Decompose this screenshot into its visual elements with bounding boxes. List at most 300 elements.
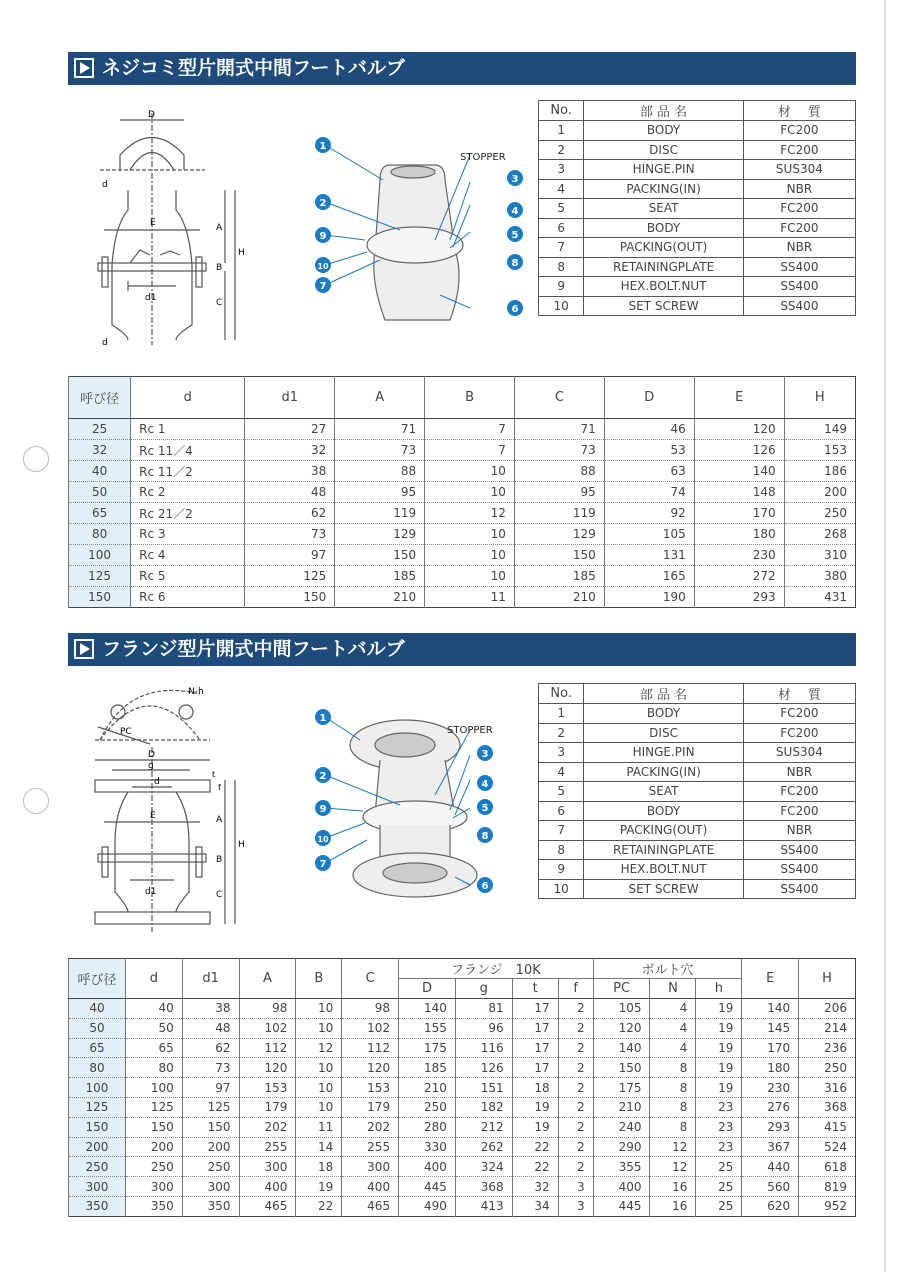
dimension-value: 48 [182, 1018, 239, 1038]
dimension-value: 170 [742, 1038, 799, 1058]
dimension-value: 185 [335, 566, 425, 587]
table-row [69, 1078, 856, 1098]
dimension-value: 186 [784, 461, 855, 482]
dimension-value: 465 [342, 1196, 399, 1216]
part-number: 6 [539, 801, 584, 821]
dimension-value: 230 [742, 1078, 799, 1098]
punch-hole [23, 446, 49, 472]
dimension-value: Rc 11／2 [131, 461, 245, 482]
table-row [69, 1157, 856, 1177]
dimension-value: 11 [425, 587, 515, 608]
table-row [69, 1117, 856, 1137]
dimension-value: 74 [604, 482, 694, 503]
table-row [539, 160, 856, 180]
callout-3: 3 [511, 174, 519, 185]
dimension-value: 293 [742, 1117, 799, 1137]
column-header: D [399, 979, 456, 999]
part-number: 4 [539, 179, 584, 199]
column-header: h [696, 979, 742, 999]
table-row [539, 879, 856, 899]
part-number: 3 [539, 160, 584, 180]
table-row [69, 587, 856, 608]
dimension-value: 4 [650, 999, 696, 1019]
dim-label-PC: PC [120, 727, 132, 737]
dimension-value: 38 [245, 461, 335, 482]
callout-10: 10 [317, 262, 329, 271]
part-material: SS400 [743, 840, 855, 860]
dimension-value: 19 [696, 1078, 742, 1098]
dimension-value: 105 [593, 999, 650, 1019]
dimension-value: 140 [742, 999, 799, 1019]
part-material: SS400 [743, 879, 855, 899]
column-header: N [650, 979, 696, 999]
dim-label-d: d [102, 338, 108, 348]
dimension-value: 255 [342, 1137, 399, 1157]
dimension-value: 32 [512, 1177, 558, 1197]
dimension-value: 153 [239, 1078, 296, 1098]
part-name: SEAT [584, 199, 743, 219]
dimension-value: 560 [742, 1177, 799, 1197]
callout-8: 8 [511, 258, 519, 269]
dimension-value: 10 [296, 1078, 342, 1098]
dim-label-t: t [212, 770, 216, 779]
dimension-value: 11 [296, 1117, 342, 1137]
dimension-value: 23 [696, 1097, 742, 1117]
dimension-value: 19 [512, 1117, 558, 1137]
table-row [539, 704, 856, 724]
part-number: 9 [539, 860, 584, 880]
dimension-value: 12 [425, 503, 515, 524]
dimension-value: 170 [694, 503, 784, 524]
part-material: NBR [743, 762, 855, 782]
table-row [69, 545, 856, 566]
part-material: SS400 [743, 257, 855, 277]
column-header: t [512, 979, 558, 999]
table-row [539, 801, 856, 821]
column-header: E [742, 959, 799, 999]
dimension-value: 12 [296, 1038, 342, 1058]
dimension-value: 62 [245, 503, 335, 524]
nominal-size: 250 [69, 1157, 126, 1177]
dimension-value: 22 [296, 1196, 342, 1216]
dimension-value: 17 [512, 1058, 558, 1078]
table-row [539, 840, 856, 860]
section-header-flanged [68, 633, 856, 666]
dimension-value: 445 [399, 1177, 456, 1197]
dimension-value: 71 [335, 419, 425, 440]
dimension-value: Rc 6 [131, 587, 245, 608]
part-material: FC200 [743, 782, 855, 802]
column-header: d1 [245, 377, 335, 419]
dimension-value: 112 [239, 1038, 296, 1058]
dimension-value: 73 [335, 440, 425, 461]
dimension-value: 2 [558, 1097, 593, 1117]
dimension-value: 14 [296, 1137, 342, 1157]
column-header: g [455, 979, 512, 999]
callout-3: 3 [481, 749, 489, 760]
parts-table-screwed [538, 100, 856, 316]
column-header: d1 [182, 959, 239, 999]
part-name: SET SCREW [584, 879, 743, 899]
callout-7: 7 [319, 859, 327, 870]
part-material: SS400 [743, 296, 855, 316]
callout-9: 9 [319, 231, 327, 242]
dimension-value: 25 [696, 1157, 742, 1177]
dimension-value: 150 [182, 1117, 239, 1137]
dim-label-N-h: N-h [188, 687, 204, 697]
dimension-value: 19 [696, 1038, 742, 1058]
column-header: A [239, 959, 296, 999]
dimension-value: 100 [125, 1078, 182, 1098]
dimension-value: 300 [125, 1177, 182, 1197]
dimension-value: 490 [399, 1196, 456, 1216]
table-row [539, 296, 856, 316]
dimension-value: 185 [399, 1058, 456, 1078]
dimension-value: 293 [694, 587, 784, 608]
callout-5: 5 [511, 230, 519, 241]
dimension-value: 180 [742, 1058, 799, 1078]
dimension-value: 190 [604, 587, 694, 608]
dimension-table-screwed [68, 376, 856, 608]
header-row [539, 101, 856, 121]
dimension-value: 316 [799, 1078, 856, 1098]
exploded-view-flanged [305, 705, 530, 905]
dimension-value: 71 [514, 419, 604, 440]
dimension-value: 4 [650, 1018, 696, 1038]
part-number: 9 [539, 277, 584, 297]
dimension-value: 2 [558, 1137, 593, 1157]
dimension-value: 17 [512, 1038, 558, 1058]
dimension-value: 10 [425, 524, 515, 545]
dimension-value: 175 [399, 1038, 456, 1058]
part-number: 1 [539, 121, 584, 141]
dimension-value: 262 [455, 1137, 512, 1157]
part-name: PACKING(OUT) [584, 821, 743, 841]
dimension-value: 440 [742, 1157, 799, 1177]
callout-2: 2 [319, 198, 327, 209]
dim-label-D: D [148, 750, 155, 760]
callout-10: 10 [317, 835, 329, 844]
dimension-value: 140 [399, 999, 456, 1019]
dimension-value: 355 [593, 1157, 650, 1177]
part-material: SUS304 [743, 160, 855, 180]
dimension-value: 120 [694, 419, 784, 440]
dimension-value: 88 [335, 461, 425, 482]
dimension-value: 129 [514, 524, 604, 545]
dimension-value: 7 [425, 440, 515, 461]
section-header-screwed [68, 52, 856, 85]
dimension-value: 98 [239, 999, 296, 1019]
page-edge [884, 0, 886, 1272]
table-row [69, 524, 856, 545]
header-row [69, 377, 856, 419]
callout-1: 1 [319, 141, 327, 152]
dimension-value: Rc 3 [131, 524, 245, 545]
dimension-value: 179 [342, 1097, 399, 1117]
part-number: 7 [539, 821, 584, 841]
dimension-value: 350 [125, 1196, 182, 1216]
part-material: SUS304 [743, 743, 855, 763]
dimension-value: 10 [425, 461, 515, 482]
part-number: 2 [539, 140, 584, 160]
dimension-value: 300 [182, 1177, 239, 1197]
nominal-size: 300 [69, 1177, 126, 1197]
punch-hole [23, 788, 49, 814]
dimension-value: 125 [125, 1097, 182, 1117]
dimension-value: 8 [650, 1097, 696, 1117]
dimension-value: 38 [182, 999, 239, 1019]
column-header: 部 品 名 [584, 101, 743, 121]
dimension-value: 290 [593, 1137, 650, 1157]
column-header: C [514, 377, 604, 419]
callout-2: 2 [319, 771, 327, 782]
part-name: PACKING(IN) [584, 179, 743, 199]
dim-label-g: g [148, 761, 154, 771]
dimension-value: 140 [593, 1038, 650, 1058]
table-row [539, 218, 856, 238]
table-row [69, 1058, 856, 1078]
column-header: B [425, 377, 515, 419]
dimension-value: 119 [514, 503, 604, 524]
part-number: 8 [539, 840, 584, 860]
dimension-value: 175 [593, 1078, 650, 1098]
dimension-value: 25 [696, 1196, 742, 1216]
column-header: d [125, 959, 182, 999]
dimension-value: 23 [696, 1117, 742, 1137]
dimension-value: 165 [604, 566, 694, 587]
dim-label-C: C [216, 298, 223, 308]
dimension-value: 350 [182, 1196, 239, 1216]
callout-6: 6 [511, 304, 519, 315]
column-header: E [694, 377, 784, 419]
dimension-value: 400 [342, 1177, 399, 1197]
dimension-value: 73 [182, 1058, 239, 1078]
dimension-value: 129 [335, 524, 425, 545]
column-header: PC [593, 979, 650, 999]
dimension-value: 19 [296, 1177, 342, 1197]
dimension-value: 10 [296, 999, 342, 1019]
dimension-value: 65 [125, 1038, 182, 1058]
part-number: 8 [539, 257, 584, 277]
dim-label-d1: d1 [145, 887, 157, 897]
dimension-value: 250 [784, 503, 855, 524]
part-material: NBR [743, 238, 855, 258]
dimension-value: 145 [742, 1018, 799, 1038]
dimension-value: 2 [558, 1018, 593, 1038]
nominal-size: 80 [69, 524, 131, 545]
dimension-value: 18 [512, 1078, 558, 1098]
dim-label-E: E [150, 218, 156, 228]
callout-5: 5 [481, 803, 489, 814]
nominal-size: 65 [69, 1038, 126, 1058]
dim-label-A: A [216, 815, 223, 825]
dimension-value: 214 [799, 1018, 856, 1038]
column-header: H [799, 959, 856, 999]
dimension-value: 153 [342, 1078, 399, 1098]
dimension-value: 97 [182, 1078, 239, 1098]
column-header: A [335, 377, 425, 419]
table-row [539, 257, 856, 277]
callout-1: 1 [319, 713, 327, 724]
dimension-value: 465 [239, 1196, 296, 1216]
dim-label-B: B [216, 855, 223, 865]
dimension-value: 250 [399, 1097, 456, 1117]
dimension-value: 524 [799, 1137, 856, 1157]
callout-9: 9 [319, 804, 327, 815]
part-number: 5 [539, 782, 584, 802]
table-row [69, 1038, 856, 1058]
dim-label-H: H [238, 840, 245, 850]
dimension-value: 62 [182, 1038, 239, 1058]
dimension-value: 200 [182, 1137, 239, 1157]
column-header: 材 質 [743, 101, 855, 121]
table-row [69, 419, 856, 440]
table-row [69, 1018, 856, 1038]
dimension-value: 16 [650, 1196, 696, 1216]
dimension-value: 119 [335, 503, 425, 524]
dimension-value: 19 [696, 1018, 742, 1038]
dim-label-C: C [216, 890, 223, 900]
dimension-value: 400 [239, 1177, 296, 1197]
dim-label-d: d [102, 180, 108, 190]
dimension-value: 17 [512, 999, 558, 1019]
stopper-label: STOPPER [460, 152, 506, 163]
nominal-size: 150 [69, 1117, 126, 1137]
dimension-value: 150 [514, 545, 604, 566]
column-header: 部 品 名 [584, 684, 743, 704]
part-material: FC200 [743, 801, 855, 821]
dimension-value: 12 [650, 1157, 696, 1177]
dimension-value: 112 [342, 1038, 399, 1058]
part-name: SET SCREW [584, 296, 743, 316]
dimension-value: Rc 21／2 [131, 503, 245, 524]
dimension-value: 120 [593, 1018, 650, 1038]
dimension-value: 210 [335, 587, 425, 608]
part-name: HEX.BOLT.NUT [584, 860, 743, 880]
table-row [69, 482, 856, 503]
table-row [69, 1196, 856, 1216]
dimension-value: 819 [799, 1177, 856, 1197]
dimension-value: 73 [245, 524, 335, 545]
dimension-value: 22 [512, 1137, 558, 1157]
part-material: NBR [743, 821, 855, 841]
part-material: SS400 [743, 860, 855, 880]
dimension-value: 63 [604, 461, 694, 482]
dimension-value: 120 [239, 1058, 296, 1078]
part-material: FC200 [743, 199, 855, 219]
column-header: No. [539, 684, 584, 704]
dimension-value: 310 [784, 545, 855, 566]
dimension-value: 10 [425, 566, 515, 587]
column-header: H [784, 377, 855, 419]
dimension-value: 150 [125, 1117, 182, 1137]
dimension-value: 2 [558, 1078, 593, 1098]
dimension-value: 413 [455, 1196, 512, 1216]
dimension-value: 210 [514, 587, 604, 608]
dimension-value: 3 [558, 1177, 593, 1197]
dimension-value: 300 [342, 1157, 399, 1177]
dimension-value: 12 [650, 1137, 696, 1157]
part-material: FC200 [743, 218, 855, 238]
dimension-value: Rc 1 [131, 419, 245, 440]
column-header: No. [539, 101, 584, 121]
dimension-value: 179 [239, 1097, 296, 1117]
dimension-value: 2 [558, 1038, 593, 1058]
dimension-value: 53 [604, 440, 694, 461]
dimension-value: 212 [455, 1117, 512, 1137]
dimension-value: 16 [650, 1177, 696, 1197]
dimension-value: 952 [799, 1196, 856, 1216]
dimension-value: 200 [125, 1137, 182, 1157]
dimension-value: 202 [342, 1117, 399, 1137]
dimension-value: 95 [514, 482, 604, 503]
column-header: ボルト穴 [593, 959, 742, 979]
dimension-value: 10 [296, 1097, 342, 1117]
dimension-value: 140 [694, 461, 784, 482]
callout-4: 4 [511, 206, 519, 217]
dimension-value: 10 [425, 482, 515, 503]
part-name: BODY [584, 121, 743, 141]
dimension-value: 182 [455, 1097, 512, 1117]
dim-label-D: D [148, 110, 155, 120]
column-header: D [604, 377, 694, 419]
dimension-value: 8 [650, 1058, 696, 1078]
dimension-value: 324 [455, 1157, 512, 1177]
dimension-value: 155 [399, 1018, 456, 1038]
part-name: PACKING(IN) [584, 762, 743, 782]
part-name: BODY [584, 704, 743, 724]
dimension-value: 250 [799, 1058, 856, 1078]
dimension-value: 19 [696, 1058, 742, 1078]
part-number: 10 [539, 296, 584, 316]
dimension-value: 268 [784, 524, 855, 545]
dimension-value: Rc 2 [131, 482, 245, 503]
dimension-value: 368 [799, 1097, 856, 1117]
dimension-value: 19 [512, 1097, 558, 1117]
dim-label-d1: d1 [145, 293, 157, 303]
dimension-value: 236 [799, 1038, 856, 1058]
dimension-value: 10 [425, 545, 515, 566]
dimension-value: 300 [239, 1157, 296, 1177]
dimension-value: 10 [296, 1058, 342, 1078]
dimension-value: 105 [604, 524, 694, 545]
column-header: f [558, 979, 593, 999]
part-number: 2 [539, 723, 584, 743]
dimension-value: 151 [455, 1078, 512, 1098]
part-name: SEAT [584, 782, 743, 802]
dim-label-A: A [216, 223, 223, 233]
nominal-size: 200 [69, 1137, 126, 1157]
dimension-value: 276 [742, 1097, 799, 1117]
dimension-value: 97 [245, 545, 335, 566]
header-row [539, 684, 856, 704]
dimension-value: 32 [245, 440, 335, 461]
part-material: SS400 [743, 277, 855, 297]
dimension-value: 150 [593, 1058, 650, 1078]
dimension-value: 150 [245, 587, 335, 608]
dimension-value: 445 [593, 1196, 650, 1216]
dim-label-f: f [218, 783, 221, 792]
dimension-value: 180 [694, 524, 784, 545]
nominal-size: 50 [69, 1018, 126, 1038]
play-arrow-icon [74, 58, 94, 78]
part-number: 3 [539, 743, 584, 763]
dimension-value: 230 [694, 545, 784, 566]
table-row [539, 821, 856, 841]
callout-6: 6 [481, 881, 489, 892]
dimension-value: 8 [650, 1117, 696, 1137]
dimension-value: 17 [512, 1018, 558, 1038]
